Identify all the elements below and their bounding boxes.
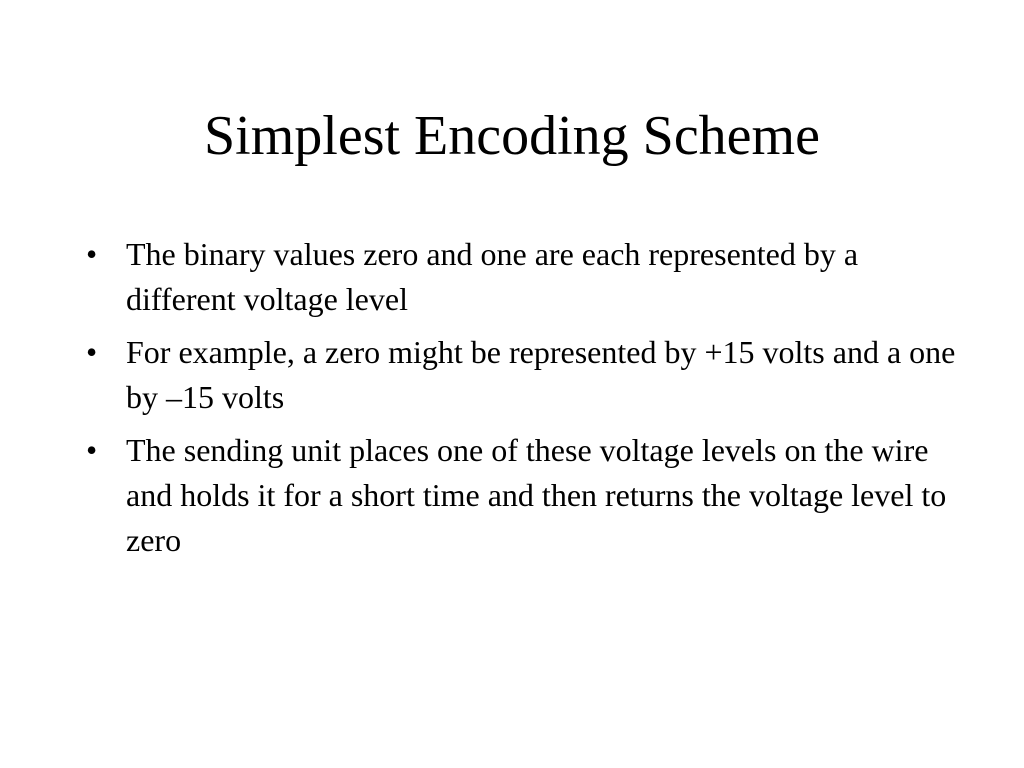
bullet-list	[86, 232, 966, 571]
bullet-item-voltage-example	[86, 330, 966, 420]
bullet-item-binary-values	[86, 232, 966, 322]
slide-title: Simplest Encoding Scheme	[204, 105, 820, 167]
bullet-item-sending-unit	[86, 428, 966, 563]
bullet-icon: •	[86, 236, 98, 272]
bullet-text: For example, a zero might be represented by +15 volts and a one by –15 volts	[126, 334, 956, 415]
bullet-text: The sending unit places one of these voltage levels on the wire and holds it for a short time and then returns the voltage level to zero	[126, 432, 947, 558]
bullet-icon: •	[86, 432, 98, 468]
bullet-text: The binary values zero and one are each represented by a different voltage level	[126, 236, 859, 317]
bullet-icon: •	[86, 334, 98, 370]
